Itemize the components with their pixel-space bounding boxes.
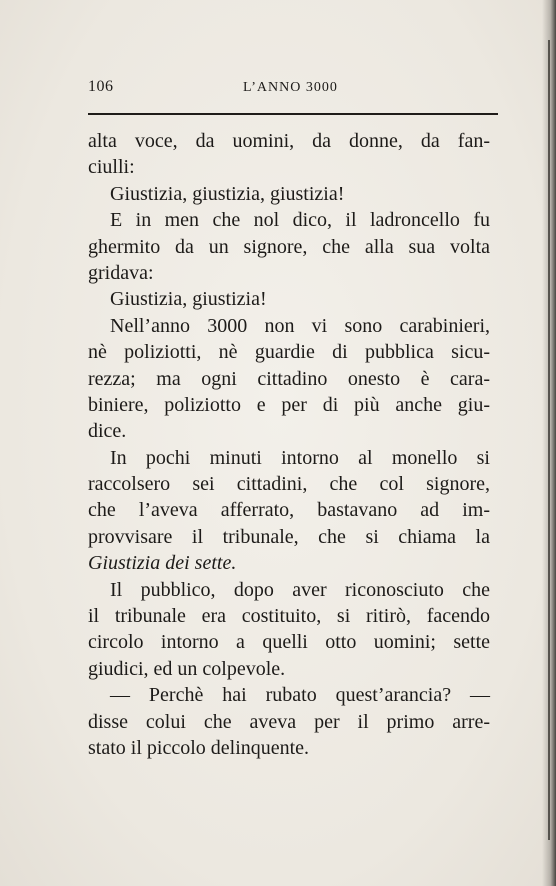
text-line: che l’aveva afferrato, bastavano ad im- bbox=[88, 499, 490, 522]
page-number: 106 bbox=[88, 78, 114, 95]
text-line: In pochi minuti intorno al monello si bbox=[110, 446, 490, 469]
text-line: Giustizia, giustizia, giustizia! bbox=[110, 182, 345, 205]
text-line: il tribunale era costituito, si ritirò, facendo bbox=[88, 605, 490, 628]
header-rule bbox=[88, 113, 498, 115]
page-header bbox=[88, 78, 492, 98]
text-line: Nell’anno 3000 non vi sono carabinieri, bbox=[110, 314, 490, 337]
text-line: circolo intorno a quelli otto uomini; sette bbox=[88, 631, 490, 654]
text-line: Giustizia dei sette. bbox=[88, 552, 237, 575]
text-line: disse colui che aveva per il primo arre- bbox=[88, 710, 490, 733]
text-line: Il pubblico, dopo aver riconosciuto che bbox=[110, 578, 490, 601]
text-line: dice. bbox=[88, 420, 127, 443]
text-line: provvisare il tribunale, che si chiama la bbox=[88, 525, 490, 548]
text-line: nè poliziotti, nè guardie di pubblica sicu- bbox=[88, 341, 490, 364]
text-line: stato il piccolo delinquente. bbox=[88, 736, 310, 759]
text-line: biniere, poliziotto e per di più anche giu- bbox=[88, 393, 490, 416]
spine-edge bbox=[548, 40, 550, 840]
text-line: ciulli: bbox=[88, 156, 135, 179]
text-line: Giustizia, giustizia! bbox=[110, 288, 267, 311]
text-line: raccolsero sei cittadini, che col signore, bbox=[88, 473, 490, 496]
text-line: — Perchè hai rubato quest’arancia? — bbox=[110, 684, 490, 707]
text-line: alta voce, da uomini, da donne, da fan- bbox=[88, 130, 490, 152]
text-line: rezza; ma ogni cittadino onesto è cara- bbox=[88, 367, 490, 390]
text-line: E in men che nol dico, il ladroncello fu bbox=[110, 209, 490, 232]
text-line: ghermito da un signore, che alla sua volta bbox=[88, 235, 490, 258]
running-title: L’ANNO 3000 bbox=[243, 80, 338, 95]
text-line: gridava: bbox=[88, 261, 154, 284]
body-text bbox=[88, 128, 490, 761]
text-line: giudici, ed un colpevole. bbox=[88, 657, 286, 680]
